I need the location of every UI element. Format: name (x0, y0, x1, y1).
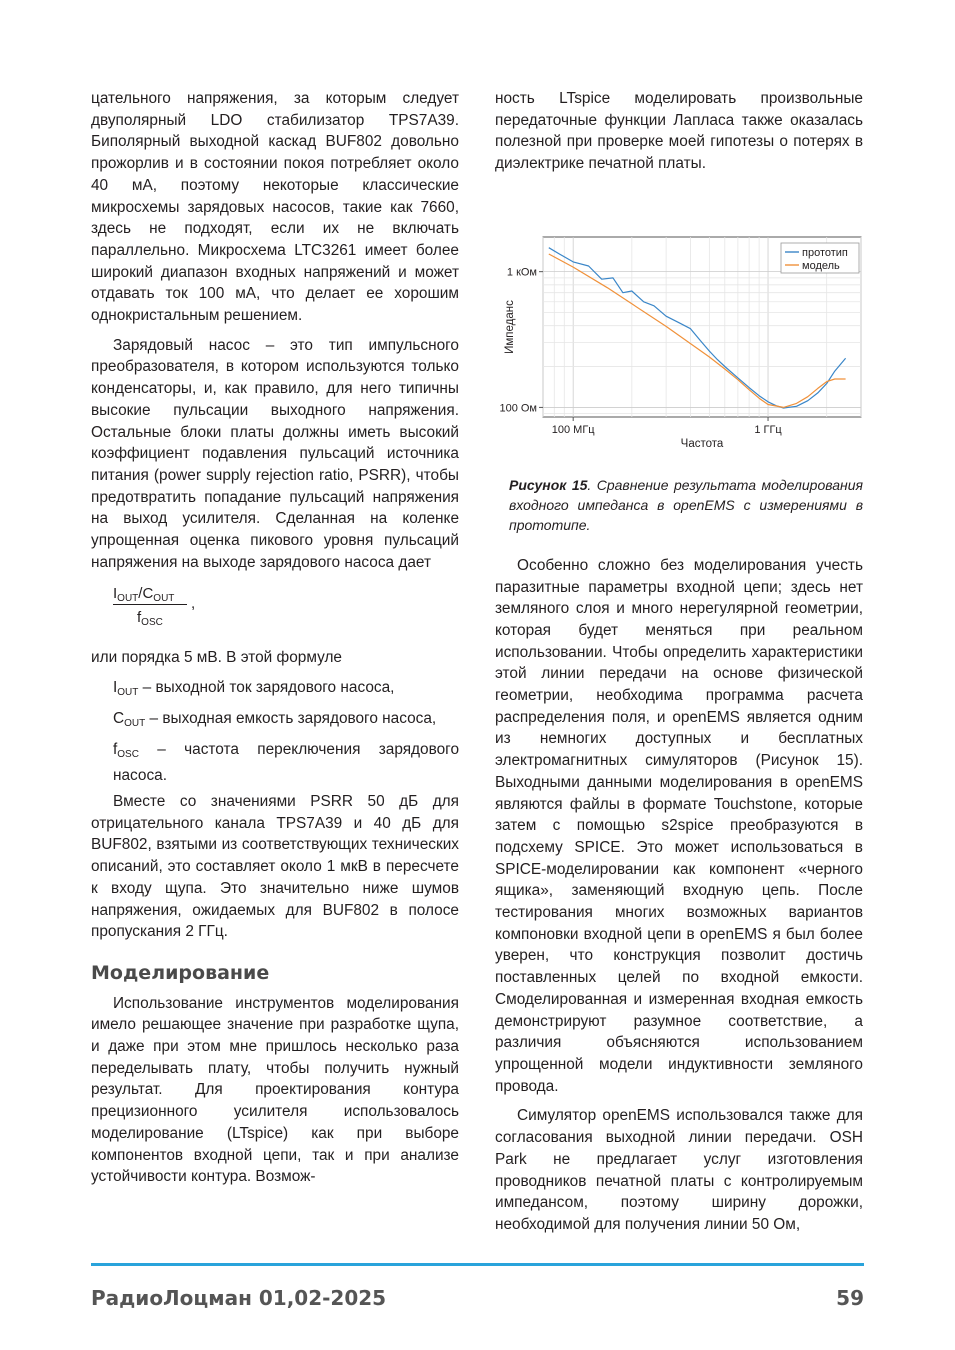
legend (781, 243, 859, 273)
right-column (495, 88, 863, 1244)
paragraph: Зарядовый насос – это тип импульсного преобразователя, в котором используются только конденсаторы, и, как правило, для него типичны высокие пульсации выходного напряжения. Остальные блоки платы должны иметь высокий коэффициент подавления пульсаций источника питания (power supply rejection ratio, PSRR), чтобы предотвратить попадание пульсаций напряжения на выход усилителя. Сделанная на коленке упрощенная оценка пикового уровня пульсаций напряжения на выходе зарядового насоса дает (91, 336, 459, 571)
y-tick-label: 1 кОм (506, 266, 537, 279)
paragraph: Вместе со значениями PSRR 50 дБ для отрицательного канала TPS7A39 и 40 дБ для BUF802, взятыми из соответствующих технических описаний, это составляет около 1 мкВ в пересчете к входу щупа. Это значительно ниже шумов напряжения, ожидаемых для BUF802 в полосе пропускания 2 ГГц. (91, 792, 459, 941)
section-heading: Моделирование (91, 961, 270, 984)
definition-item: $f_{OSC}$ – частота переключения зарядового насоса. (113, 740, 459, 785)
formula-numerator: $I_{OUT}/C_{OUT}$ (113, 585, 175, 605)
impedance-chart (495, 197, 863, 465)
definition-item: $I_{OUT}$ – выходной ток зарядового насоса, (113, 679, 395, 699)
legend-label: модель (802, 259, 840, 272)
figure-15 (495, 197, 863, 465)
y-axis-label: Импеданс (504, 299, 516, 354)
ripple-formula: $I_{OUT}/C_{OUT}$ $f_{OSC}$ , (113, 583, 459, 633)
formula-denominator: $f_{OSC}$ (137, 609, 163, 629)
legend-label: прототип (802, 246, 848, 259)
fraction-bar (113, 604, 187, 605)
magazine-title: РадиоЛоцман 01,02-2025 (91, 1286, 387, 1310)
footer-divider (91, 1263, 864, 1266)
definition-item: $C_{OUT}$ – выходная емкость зарядового насоса, (113, 709, 437, 729)
x-tick-label: 1 ГГц (754, 423, 782, 436)
paragraph: Использование инструментов моделирования имело решающее значение при разработке щупа, и даже при этом мне пришлось несколько раза переделывать плату, чтобы получить нужный результат. Для проектирования контура прецизионного усилителя использовалось моделирование (LTspice) как при выборе компонентов входной цепи, так и при анализе устойчивости контура. Возмож- (91, 994, 459, 1186)
paragraph: Симулятор openEMS использовался также для согласования выходной линии передачи. OSH Park не предлагает услуг изготовления проводников печатной платы с контролируемым импедансом, поэтому ширину дорожки, необходимой для получения линии 50 Ом, (495, 1107, 863, 1233)
x-tick-label: 100 МГц (551, 423, 595, 436)
symbol-definitions (91, 677, 459, 787)
y-tick-label: 100 Ом (499, 402, 537, 415)
paragraph: ность LTspice моделировать произвольные передаточные функции Лапласа также оказалась полезной при проверке моей гипотезы о потерях в диэлектрике печатной платы. (495, 90, 863, 173)
left-column (91, 88, 459, 1196)
paragraph: цательного напряжения, за которым следует двуполярный LDO стабилизатор TPS7A39. Биполярный выходной каскад BUF802 довольно прожорлив и в состоянии покоя потребляет около 40 мА, поэтому некоторые классические микросхемы зарядовых насосов, такие как 7660, здесь не подходят, если их не включать параллельно. Микросхема LTC3261 имеет более широкий диапазон входных напряжений и может отдавать ток 100 мА, что делает ее хорошим однокристальным решением. (91, 90, 459, 325)
paragraph: Особенно сложно без моделирования учесть паразитные параметры входной цепи; здесь нет земляного слоя и много нерегулярной геометрии, которая будет меняться при реальном использовании. Чтобы определить характеристики этой линии передачи на основе физической геометрии, необходима программа расчета распределения поля, и openEMS является одним из немногих доступных и бесплатных электромагнитных симуляторов (Рисунок 15). Выходными данными моделирования в openEMS являются файлы в формате Touchstone, которые затем с помощью s2spice преобразуются в подсхему SPICE. Это может использоваться в SPICE-моделировании как компонент «черного ящика», заменяющий входную цепь. После тестирования многих возможных вариантов компоновки входной цепи в openEMS я был более уверен, что конструкция позволит достичь поставленных целей по входной емкости. Смоделированная и измеренная входная емкость демонстрируют разумное соответствие, а различия объясняются использованием упрощенной модели индуктивности земляного провода. (495, 556, 863, 1095)
figure-caption: Рисунок 15. Сравнение результата моделирования входного импеданса в openEMS с измерениями в прототипе. (509, 476, 863, 533)
page-number: 59 (836, 1286, 864, 1310)
x-axis-label: Частота (680, 437, 724, 450)
paragraph: или порядка 5 мВ. В этой формуле (91, 649, 342, 667)
